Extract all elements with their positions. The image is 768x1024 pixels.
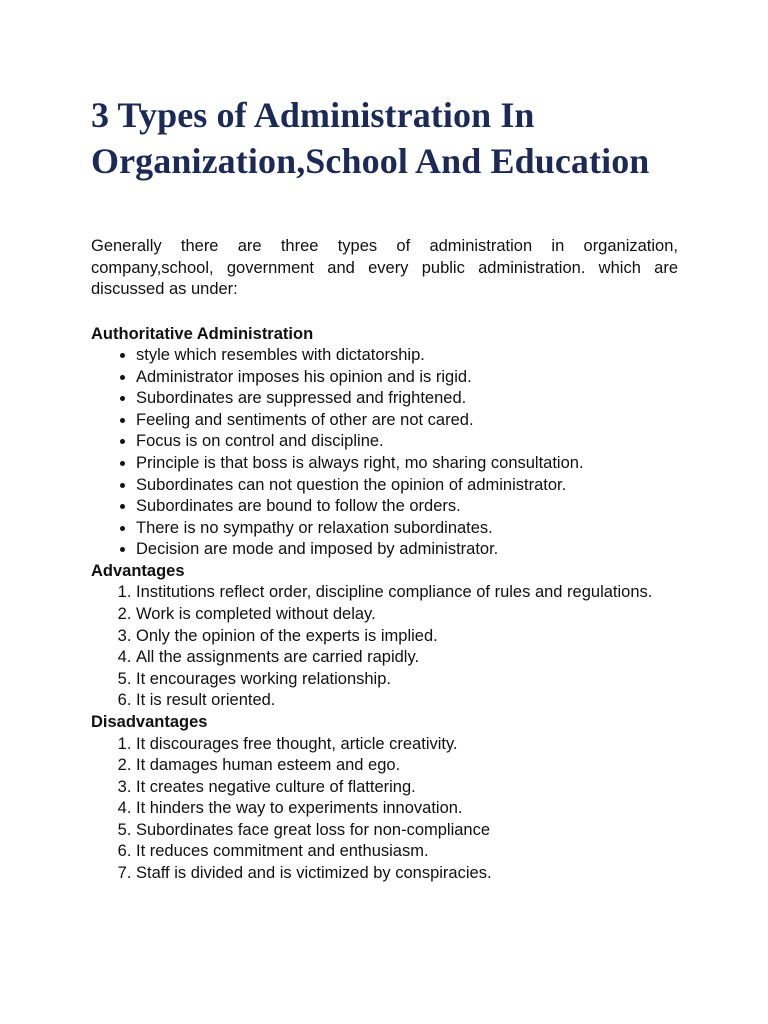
list-item: 2. Work is completed without delay. — [136, 604, 678, 626]
list-item: 5. Subordinates face great loss for non-compliance — [136, 820, 678, 842]
list-item: • Feeling and sentiments of other are not cared. — [136, 410, 678, 432]
advantages-list — [91, 582, 678, 712]
list-item: 1. Institutions reflect order, discipline compliance of rules and regulations. — [136, 582, 678, 604]
list-item: 5. It encourages working relationship. — [136, 669, 678, 691]
authoritative-list — [91, 345, 678, 561]
advantages-heading: Advantages — [91, 561, 185, 580]
list-item: 6. It is result oriented. — [136, 690, 678, 712]
list-item: • There is no sympathy or relaxation subordinates. — [136, 518, 678, 540]
intro-paragraph: Generally there are three types of administration in organization, company,school, government and every public administration. which are discussed as under: — [91, 237, 678, 298]
list-item: 4. All the assignments are carried rapidly. — [136, 647, 678, 669]
list-item: • Principle is that boss is always right, mo sharing consultation. — [136, 453, 678, 475]
disadvantages-heading: Disadvantages — [91, 713, 208, 731]
title-line-1: 3 Types of Administration In — [91, 95, 535, 135]
list-item: 1. It discourages free thought, article creativity. — [136, 734, 678, 756]
list-item: 7. Staff is divided and is victimized by conspiracies. — [136, 863, 678, 885]
title-line-2: Organization,School And Education — [91, 141, 650, 181]
list-item: • Focus is on control and discipline. — [136, 431, 678, 453]
list-item: 6. It reduces commitment and enthusiasm. — [136, 841, 678, 863]
authoritative-heading: Authoritative Administration — [91, 324, 314, 343]
list-item: • Decision are mode and imposed by administrator. — [136, 539, 678, 561]
list-item: • Subordinates are suppressed and frightened. — [136, 388, 678, 410]
list-item: • Subordinates can not question the opinion of administrator. — [136, 475, 678, 497]
list-item: • Administrator imposes his opinion and is rigid. — [136, 367, 678, 389]
list-item: 3. It creates negative culture of flattering. — [136, 777, 678, 799]
page-title — [91, 92, 678, 184]
list-item: 3. Only the opinion of the experts is implied. — [136, 626, 678, 648]
list-item: • style which resembles with dictatorship. — [136, 345, 678, 367]
disadvantages-list — [91, 734, 678, 885]
list-item: 2. It damages human esteem and ego. — [136, 755, 678, 777]
list-item: 4. It hinders the way to experiments innovation. — [136, 798, 678, 820]
list-item: • Subordinates are bound to follow the orders. — [136, 496, 678, 518]
